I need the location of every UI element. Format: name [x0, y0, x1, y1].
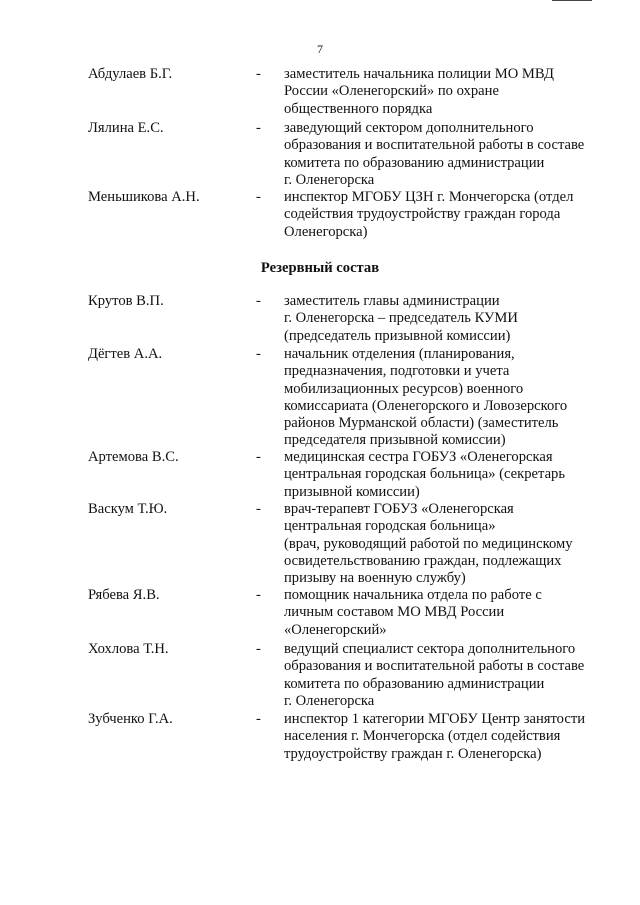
member-role-line: комиссариата (Оленегорского и Ловозерского [284, 397, 568, 414]
member-role-line: ведущий специалист сектора дополнительного [284, 641, 576, 657]
member-dash: - [256, 711, 261, 727]
member-role [284, 587, 614, 639]
member-dash: - [256, 66, 261, 82]
member-dash: - [256, 501, 261, 517]
member-role-line: трудоустройству граждан г. Оленегорска) [284, 745, 542, 762]
top-edge-mark [552, 0, 592, 1]
member-name: Лялина Е.С. [88, 120, 164, 136]
member-role [284, 346, 614, 450]
member-role-line: центральная городская больница» (секретарь [284, 466, 566, 483]
member-name: Абдулаев Б.Г. [88, 66, 173, 82]
member-role-line: (врач, руководящий работой по медицинскому [284, 535, 573, 552]
member-role [284, 120, 614, 189]
member-role-line: комитета по образованию администрации [284, 675, 545, 692]
member-role-line: «Оленегорский» [284, 621, 387, 638]
member-role-line: г. Оленегорска [284, 692, 375, 709]
member-name: Крутов В.П. [88, 293, 164, 309]
member-role-line: г. Оленегорска [284, 171, 375, 188]
member-role-line: призывной комиссии) [284, 483, 420, 500]
member-role-line: г. Оленегорска – председатель КУМИ [284, 310, 518, 327]
member-dash: - [256, 120, 261, 136]
member-role-line: помощник начальника отдела по работе с [284, 587, 542, 603]
member-role-line: инспектор МГОБУ ЦЗН г. Мончегорска (отдел [284, 189, 574, 205]
member-name: Рябева Я.В. [88, 587, 160, 603]
member-role-line: врач-терапевт ГОБУЗ «Оленегорская [284, 501, 514, 517]
member-role-line: районов Мурманской области) (заместитель [284, 415, 559, 432]
member-role-line: России «Оленегорский» по охране [284, 83, 499, 100]
member-role-line: образования и воспитательной работы в составе [284, 137, 585, 154]
member-role [284, 501, 614, 587]
member-role [284, 449, 614, 501]
member-dash: - [256, 189, 261, 205]
member-role-line: заведующий сектором дополнительного [284, 120, 534, 136]
member-role [284, 711, 614, 763]
member-name: Васкум Т.Ю. [88, 501, 168, 517]
member-name: Зубченко Г.А. [88, 711, 173, 727]
member-dash: - [256, 346, 261, 362]
member-role-line: мобилизационных ресурсов) военного [284, 380, 524, 397]
member-role-line: содействия трудоустройству граждан города [284, 206, 561, 223]
member-role [284, 189, 614, 241]
member-role-line: призыву на военную службу) [284, 570, 466, 587]
member-role-line: общественного порядка [284, 100, 433, 117]
member-role [284, 293, 614, 345]
member-role-line: заместитель главы администрации [284, 293, 500, 309]
member-role [284, 641, 614, 710]
member-role-line: председателя призывной комиссии) [284, 432, 506, 449]
member-role-line: Оленегорска) [284, 223, 368, 240]
member-role [284, 66, 614, 118]
member-role-line: освидетельствованию граждан, подлежащих [284, 552, 562, 569]
member-name: Артемова В.С. [88, 449, 179, 465]
member-dash: - [256, 641, 261, 657]
member-role-line: медицинская сестра ГОБУЗ «Оленегорская [284, 449, 553, 465]
page-number: 7 [317, 42, 323, 56]
member-role-line: образования и воспитательной работы в составе [284, 658, 585, 675]
reserve-section-heading: Резервный состав [260, 260, 380, 276]
member-role-line: населения г. Мончегорска (отдел содействия [284, 728, 561, 745]
member-dash: - [256, 449, 261, 465]
member-dash: - [256, 587, 261, 603]
member-name: Дёгтев А.А. [88, 346, 163, 362]
member-role-line: комитета по образованию администрации [284, 154, 545, 171]
member-role-line: заместитель начальника полиции МО МВД [284, 66, 554, 82]
member-role-line: центральная городская больница» [284, 518, 496, 535]
member-role-line: инспектор 1 категории МГОБУ Центр занятости [284, 711, 586, 727]
member-dash: - [256, 293, 261, 309]
member-role-line: личным составом МО МВД России [284, 604, 505, 621]
member-role-line: (председатель призывной комиссии) [284, 327, 511, 344]
member-role-line: предназначения, подготовки и учета [284, 363, 510, 380]
member-role-line: начальник отделения (планирования, [284, 346, 515, 362]
member-name: Хохлова Т.Н. [88, 641, 169, 657]
member-name: Меньшикова А.Н. [88, 189, 200, 205]
